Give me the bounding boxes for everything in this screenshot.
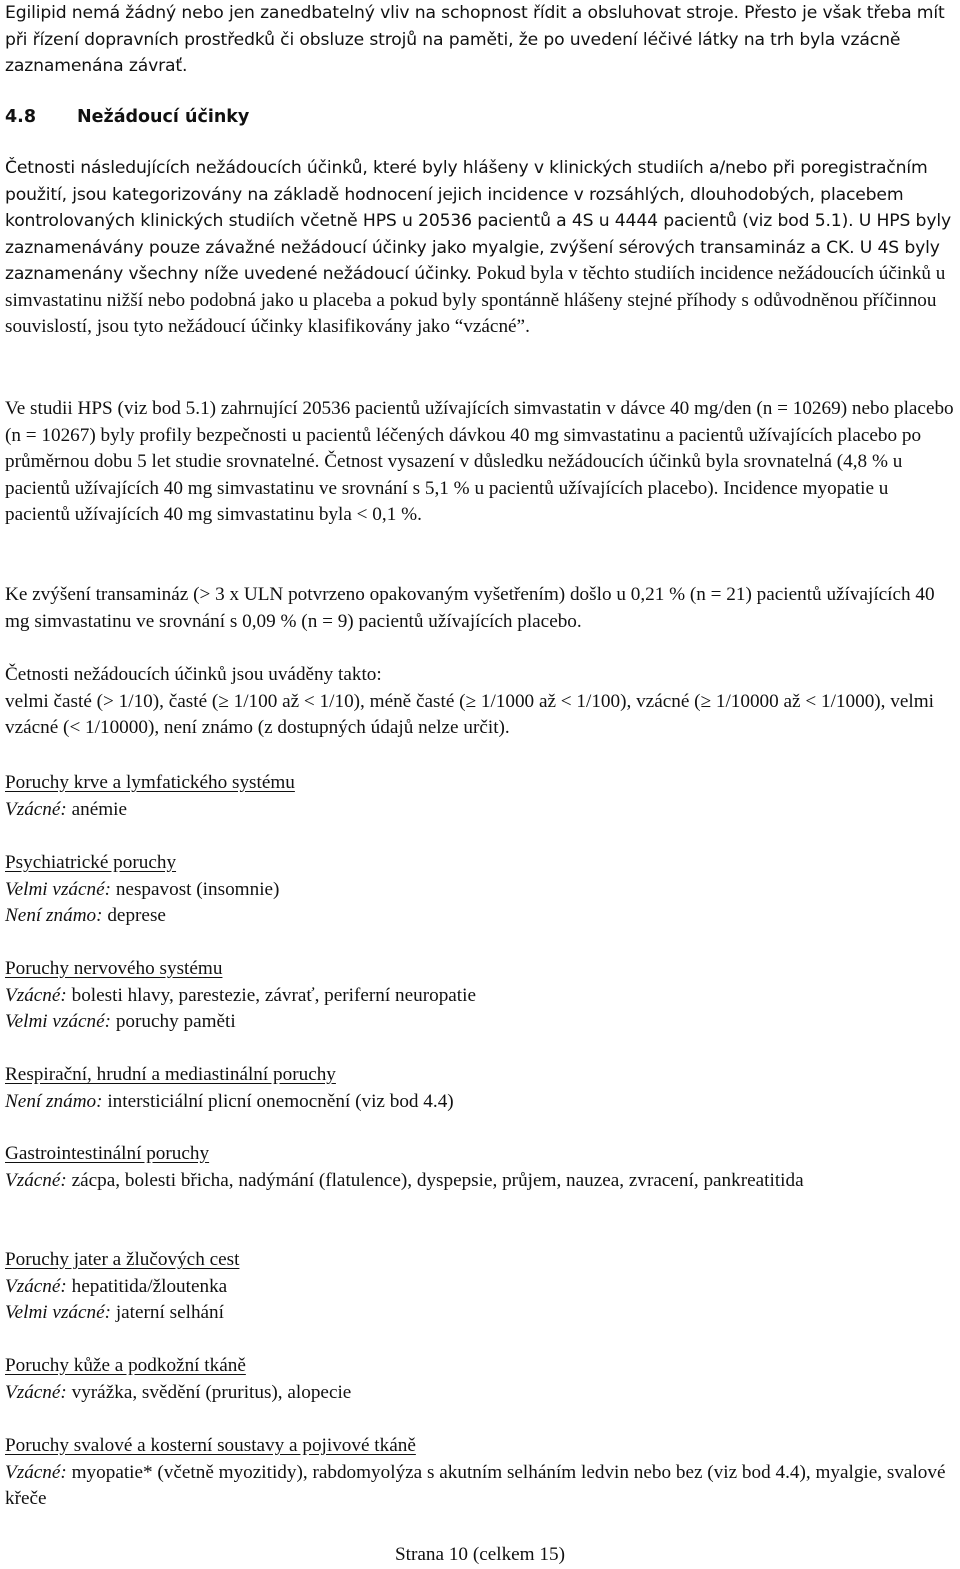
effect-row [5,1460,957,1513]
effect-text: poruchy paměti [111,1011,236,1033]
frequency-intro-sans-text: Četnosti následujících nežádoucích účinků, které byly hlášeny v klinických studiích a/nebo při poregistračním použití, jsou kategorizovány na základě hodnocení jejich incidence v rozsáhlých, dlouhodobých, placebem kontrolovaných klinických studiích včetně HPS u 20536 pacientů a 4S u 4444 pacientů (viz bod 5.1). U HPS byly zaznamenávány pouze závažné nežádoucí účinky jako myalgie, zvýšení sérových transamináz a CK. U 4S byly zaznamenány všechny níže uvedené nežádoucí účinky. [5,158,951,284]
hps-study-paragraph: Ve studii HPS (viz bod 5.1) zahrnující 20536 pacientů užívajících simvastatin v dávce 40 mg/den (n = 10269) nebo placebo (n = 10267) byly profily bezpečnosti u pacientů léčených dávkou 40 mg simvastatinu a pacientů užívajících placebo po průměrnou dobu 5 let studie srovnatelné. Četnost vysazení v důsledku nežádoucích účinků byla srovnatelná (4,8 % u pacientů užívajících 40 mg simvastatinu ve srovnání s 5,1 % u pacientů užívajících placebo). Incidence myopatie u pacientů užívajících 40 mg simvastatinu byla < 0,1 %. [5,398,954,526]
frequency-label: Vzácné: [5,1275,67,1297]
effect-row [5,1009,957,1036]
effect-text: deprese [102,905,166,927]
section-skin [5,1353,957,1406]
section-respiratory [5,1062,957,1115]
effect-row [5,877,957,904]
effect-text: nespavost (insomnie) [111,878,280,900]
effect-row [5,983,957,1010]
effect-row [5,1168,957,1195]
frequency-label: Velmi vzácné: [5,1011,112,1033]
intro-paragraph [5,0,957,80]
frequency-label: Vzácné: [5,1461,67,1483]
section-musculoskeletal [5,1433,957,1513]
page-footer: Strana 10 (celkem 15) [395,1544,565,1565]
section-title: Nežádoucí účinky [77,107,250,127]
section-title: Poruchy jater a žlučových cest [5,1249,240,1270]
frequency-label: Vzácné: [5,1169,67,1191]
effect-text: zácpa, bolesti břicha, nadýmání (flatulence), dyspepsie, průjem, nauzea, zvracení, pankreatitida [66,1169,804,1191]
section-psychiatric [5,850,957,930]
transaminase-paragraph: Ke zvýšení transamináz (> 3 x ULN potvrzeno opakovaným vyšetřením) došlo u 0,21 % (n = 21) pacientů užívajících 40 mg simvastatinu ve srovnání s 0,09 % (n = 9) pacientů užívajících placebo. [5,584,935,632]
frequency-label: Velmi vzácné: [5,878,112,900]
effect-text: intersticiální plicní onemocnění (viz bod 4.4) [102,1090,454,1112]
frequency-definition-list: velmi časté (> 1/10), časté (≥ 1/100 až < 1/10), méně časté (≥ 1/1000 až < 1/100), vzácné (≥ 1/10000 až < 1/1000), velmi vzácné (< 1/10000), není známo (z dostupných údajů nelze určit). [5,690,934,739]
section-gastrointestinal [5,1141,957,1194]
frequency-intro-serif-text: Pokud byla v těchto studiích incidence nežádoucích účinků u simvastatinu nižší nebo podobná jako u placeba a pokud byly spontánně hlášeny stejné příhody s odůvodněnou příčinnou souvislostí, jsou tyto nežádoucí účinky klasifikovány jako “vzácné”. [5,263,946,338]
effect-row [5,1380,957,1407]
frequency-definition-paragraph [5,662,957,742]
section-nervous-system [5,956,957,1036]
section-title: Gastrointestinální poruchy [5,1143,210,1164]
section-title: Poruchy kůže a podkožní tkáně [5,1355,246,1376]
effect-row [5,1089,957,1116]
effect-row [5,903,957,930]
frequency-label: Vzácné: [5,1381,67,1403]
frequency-definition-lead: Četnosti nežádoucích účinků jsou uváděny takto: [5,664,382,685]
effect-row [5,1274,957,1301]
section-title: Poruchy nervového systému [5,958,223,979]
effect-text: bolesti hlavy, parestezie, závrať, periferní neuropatie [66,984,476,1006]
effect-text: myopatie* (včetně myozitidy), rabdomyolýza s akutním selháním ledvin nebo bez (viz bod 4.4), myalgie, svalové křeče [5,1461,946,1510]
section-title: Poruchy krve a lymfatického systému [5,772,295,793]
section-heading [5,104,249,130]
frequency-label: Velmi vzácné: [5,1302,112,1324]
effect-row [5,797,957,824]
section-title: Poruchy svalové a kosterní soustavy a pojivové tkáně [5,1435,416,1456]
section-number: 4.8 [5,107,37,127]
effect-text: anémie [66,798,128,820]
effect-row [5,1300,957,1327]
frequency-label: Vzácné: [5,798,67,820]
frequency-label: Není známo: [5,905,103,927]
effect-text: jaterní selhání [111,1302,224,1324]
section-blood-lymphatic [5,770,957,823]
section-hepatobiliary [5,1247,957,1327]
frequency-label: Není známo: [5,1090,103,1112]
effect-text: vyrážka, svědění (pruritus), alopecie [66,1381,352,1403]
intro-text: Egilipid nemá žádný nebo jen zanedbatelný vliv na schopnost řídit a obsluhovat stroje. Přesto je však třeba mít při řízení dopravních prostředků či obsluze strojů na paměti, že po uvedení léčivé látky na trh byla vzácně zaznamenána závrať. [5,3,945,76]
section-title: Psychiatrické poruchy [5,852,177,873]
section-title: Respirační, hrudní a mediastinální poruchy [5,1064,336,1085]
frequency-intro-paragraph [5,155,957,341]
effect-text: hepatitida/žloutenka [66,1275,228,1297]
frequency-label: Vzácné: [5,984,67,1006]
